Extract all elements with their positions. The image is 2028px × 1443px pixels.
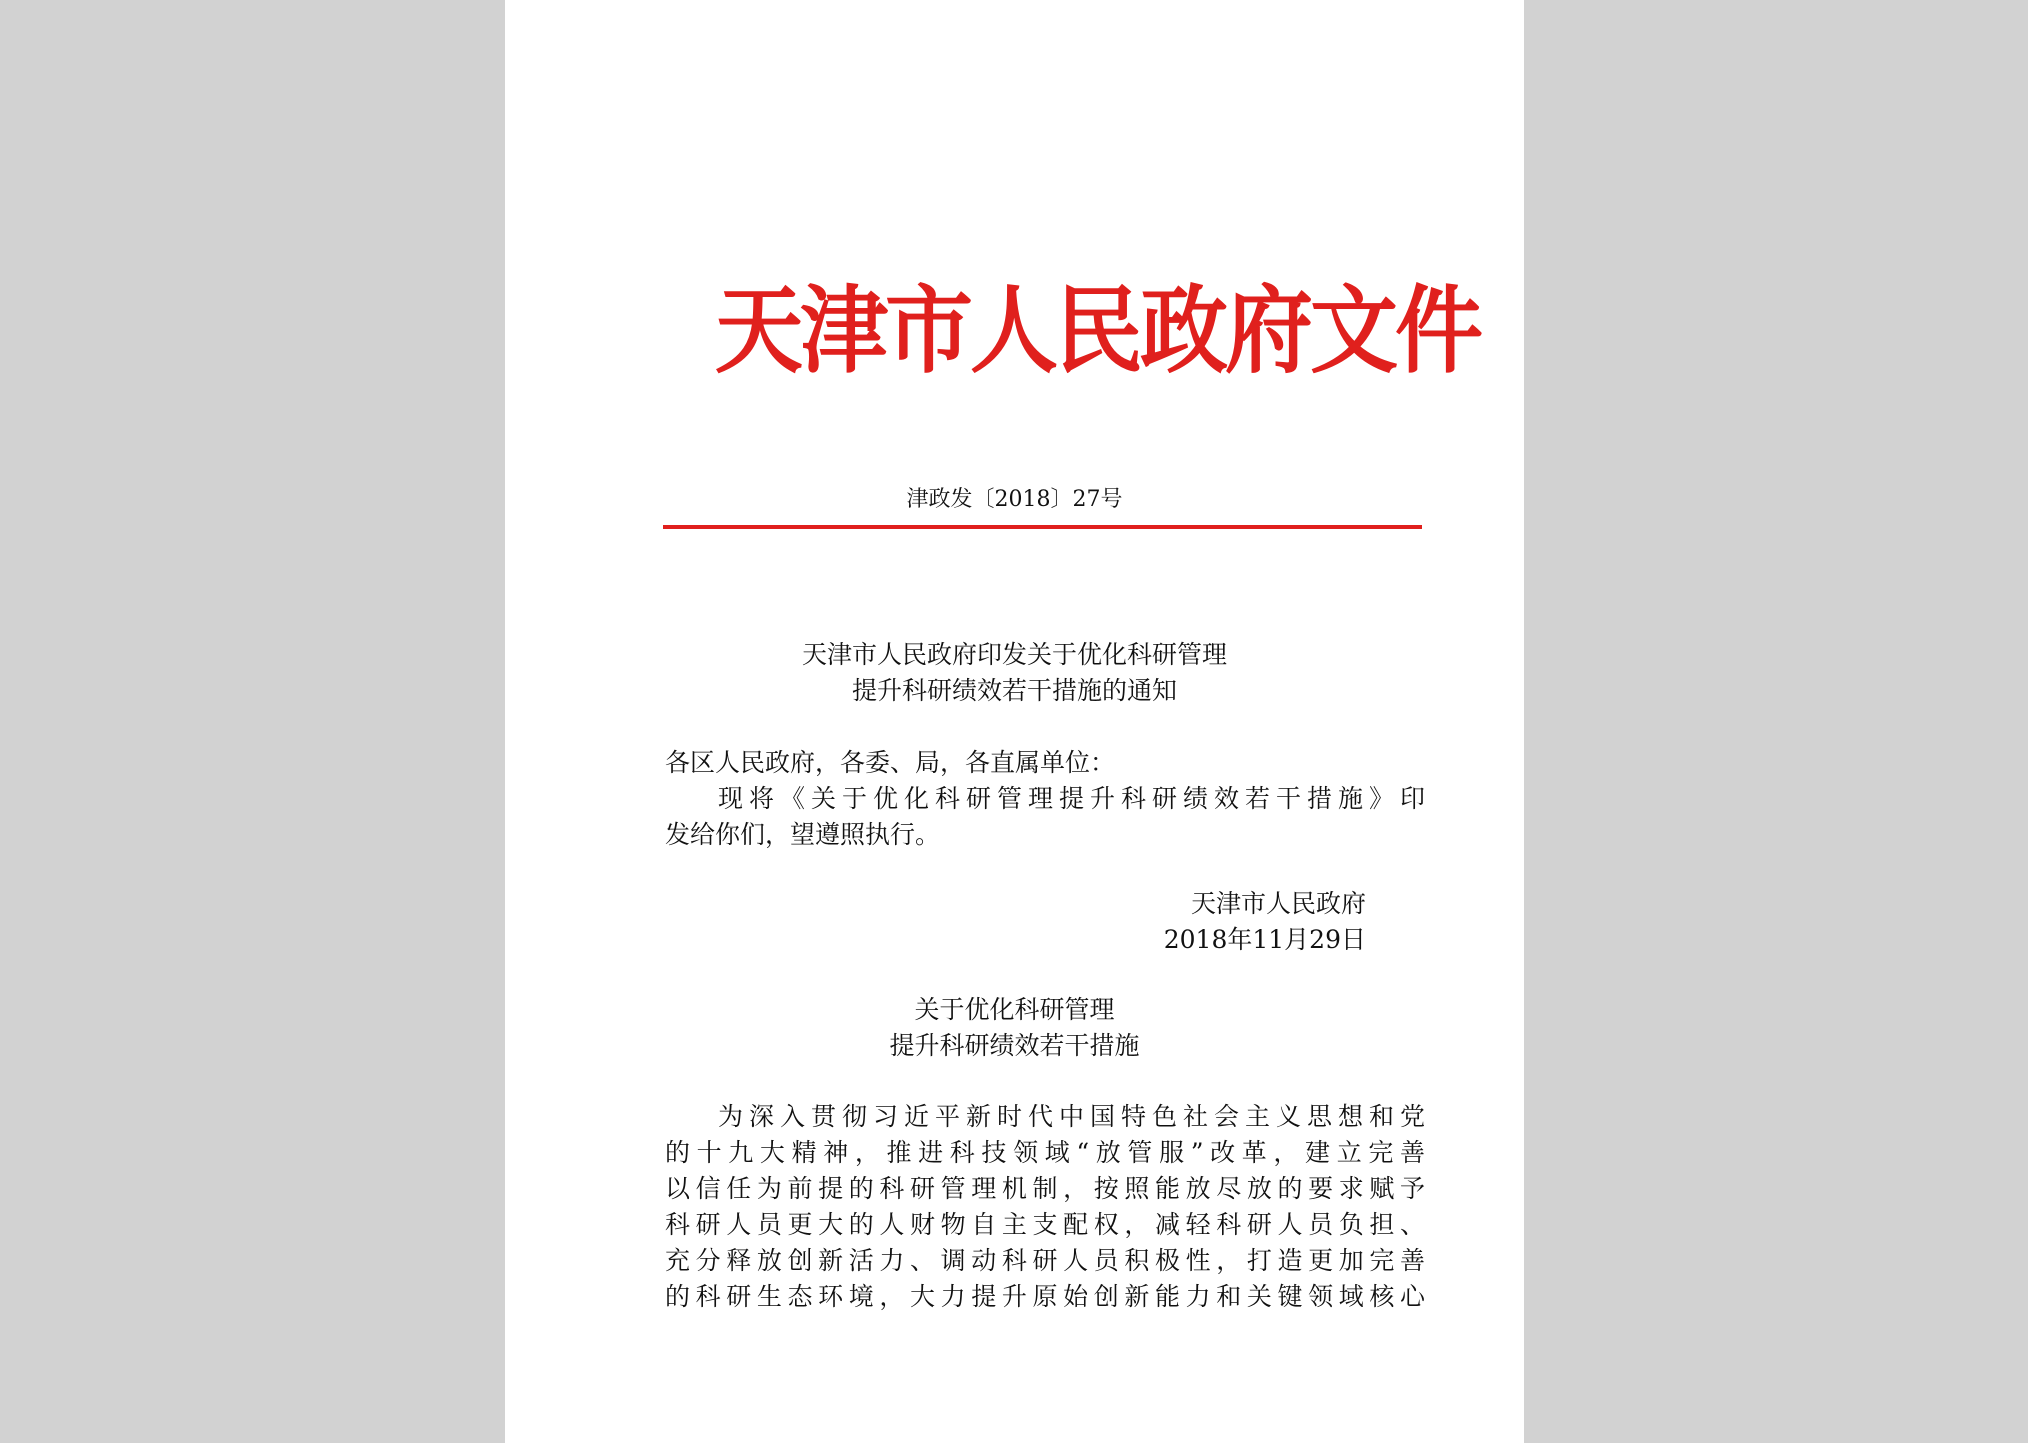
body-line-2: 的十九大精神，推进科技领域“放管服”改革，建立完善 [665, 1138, 1425, 1167]
signature-issuer: 天津市人民政府 [1190, 889, 1366, 918]
document-number: 津政发〔2018〕27号 [906, 487, 1123, 512]
body-line-5: 充分释放创新活力、调动科研人员积极性，打造更加完善 [665, 1246, 1425, 1275]
salutation: 各区人民政府，各委、局，各直属单位： [665, 748, 1116, 777]
measures-title-line-1: 关于优化科研管理 [914, 995, 1115, 1024]
notice-title-line-2: 提升科研绩效若干措施的通知 [851, 676, 1177, 705]
intro-line-1: 现将《关于优化科研管理提升科研绩效若干措施》印 [718, 784, 1425, 813]
red-divider-line [663, 525, 1422, 529]
measures-title-line-2: 提升科研绩效若干措施 [889, 1031, 1140, 1060]
document-page [505, 0, 1524, 1443]
intro-line-2: 发给你们，望遵照执行。 [665, 820, 941, 849]
body-line-1: 为深入贯彻习近平新时代中国特色社会主义思想和党 [718, 1102, 1425, 1131]
masthead-title: 天津市人民政府文件 [715, 273, 1481, 387]
body-line-6: 的科研生态环境，大力提升原始创新能力和关键领域核心 [665, 1282, 1425, 1311]
signature-date: 2018年11月29日 [1163, 925, 1366, 954]
notice-title-line-1: 天津市人民政府印发关于优化科研管理 [801, 640, 1227, 669]
body-line-4: 科研人员更大的人财物自主支配权，减轻科研人员负担、 [665, 1210, 1425, 1239]
body-line-3: 以信任为前提的科研管理机制，按照能放尽放的要求赋予 [665, 1174, 1425, 1203]
